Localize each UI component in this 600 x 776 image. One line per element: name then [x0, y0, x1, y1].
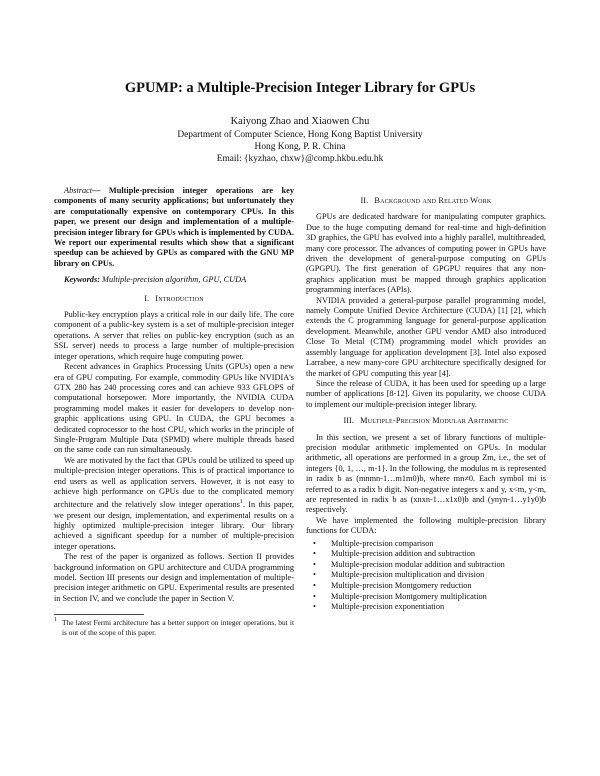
section-title: Introduction [155, 293, 204, 303]
right-column [306, 196, 546, 613]
paragraph-text: . In this paper, we present our design, implementation, and experimental results on a highly optimized multiple-precision integer library. Our library achieved a significant speedup for a number of multiple-precision integer operations. [54, 500, 294, 551]
list-item: • Multiple-precision comparison [331, 539, 546, 550]
section-title: Multiple-Precision Modular Arithmetic [360, 416, 509, 426]
section-heading-introduction [54, 294, 294, 304]
paragraph: Recent advances in Graphics Processing Units (GPUs) open a new era of GPU computing. For example, commodity GPUs like NVIDIA's GTX 280 has 240 processing cores and can achieve 933 GFLOPS of computational horsepower. More importantly, the NVIDIA CUDA programming model makes it easier for developers to develop non-graphic applications using GPU. In CUDA, the GPU becomes a dedicated coprocessor to the host CPU, which works in the principle of Single-Program Multiple Data (SPMD) where multiple threads based on the same code can run simultaneously. [54, 362, 294, 455]
keywords-text: Multiple-precision algorithm, GPU, CUDA [99, 275, 247, 285]
list-item: • Multiple-precision addition and subtraction [331, 549, 546, 560]
author-location: Hong Kong, P. R. China [254, 142, 346, 152]
paragraph: NVIDIA provided a general-purpose parallel programming model, namely Compute Unified Device Architecture (CUDA) [1] [2], which extends the C programming language for general-purpose application development. Meanwhile, another GPU vendor AMD also introduced Close To Metal (CTM) programming model which provides an assembly language for application development [3]. Intel also exposed Larrabee, a new many-core GPU architecture specifically designed for the market of GPU computing this year [4]. [306, 295, 546, 378]
abstract-text: Multiple-precision integer operations are key components of many security applications; but unfortunately they are computationally expensive on contemporary CPUs. In this paper, we present our design and implementation of a multiple-precision integer library for GPUs which is implemented by CUDA. We report our experimental results which show that a significant speedup can be achieved by GPUs as compared with the GNU MP library on CPUs. [54, 186, 294, 268]
footnote-mark: 1 [54, 617, 57, 624]
paragraph: GPUs are dedicated hardware for manipulating computer graphics. Due to the huge computing demand for real-time and high-definition 3D graphics, the GPU has evolved into a highly parallel, multithreaded, many core processor. The advances of computing power in GPUs have driven the development of general-purpose computing on GPUs (GPGPU). The first generation of GPGPU requires that any non-graphics application must be mapped through graphics application programming interfaces (APIs). [306, 212, 546, 295]
section-title: Background and Related Work [374, 196, 492, 205]
abstract [54, 186, 294, 269]
author-email: Email: {kyzhao, chxw}@comp.hkbu.edu.hk [216, 154, 384, 164]
abstract-dash: — [92, 186, 109, 195]
section-heading-modular-arithmetic [306, 416, 546, 426]
abstract-label: Abstract [64, 186, 93, 195]
paragraph-text: We are motivated by the fact that GPUs could be utilized to speed up multiple-precision integer operations. This is of practical importance to end users as well as application servers. However, it is not easy to achieve high performance on GPUs due to the complicated memory architecture and the relatively slow integer operations [54, 455, 294, 510]
paragraph: In this section, we present a set of library functions of multiple-precision modular arithmetic implemented on GPUs. In modular arithmetic, all operations are performed in a group Zm, i.e., the set of integers {0, 1, …, m-1}. In the following, the modulus m is represented in radix b as (mnmn-1…m1m0)b, where mn≠0. Each symbol mi is referred to as a radix b digit. Non-negative integers x and y, x<m, y<m, are represented in radix b as (xnxn-1…x1x0)b and (ynyn-1…y1y0)b respectively. [306, 432, 546, 515]
footnote [54, 618, 294, 637]
paragraph [54, 456, 294, 552]
section-number: I. [144, 293, 150, 303]
author-block [0, 116, 600, 165]
keywords-label: Keywords: [64, 275, 100, 285]
section-number: II. [360, 196, 369, 205]
paragraph: The rest of the paper is organized as follows. Section II provides background information on GPU architecture and CUDA programming model. Section III presents our design and implementation of multiple-precision integer arithmetic on GPU. Experimental results are presented in Section IV, and we conclude the paper in Section V. [54, 552, 294, 603]
left-column [54, 186, 294, 637]
author-names: Kaiyong Zhao and Xiaowen Chu [230, 116, 370, 127]
list-item: • Multiple-precision Montgomery reduction [331, 581, 546, 592]
function-list [306, 539, 546, 613]
section-heading-background [306, 196, 546, 206]
list-item: • Multiple-precision exponentiation [331, 602, 546, 613]
footnote-divider [54, 614, 144, 615]
list-item: • Multiple-precision Montgomery multiplication [331, 592, 546, 603]
paragraph: Since the release of CUDA, it has been used for speeding up a large number of applications [8-12]. Given its popularity, we choose CUDA to implement our multiple-precision integer library. [306, 378, 546, 409]
list-item: • Multiple-precision multiplication and division [331, 570, 546, 581]
footnote-ref: 1 [239, 499, 243, 506]
paragraph: Public-key encryption plays a critical role in our daily life. The core component of a public-key system is a set of multiple-precision integer operations. A server that relies on public-key encryption (such as an SSL server) needs to process a large number of multiple-precision integer operations, which require huge computing power. [54, 310, 294, 361]
author-department: Department of Computer Science, Hong Kong Baptist University [177, 130, 423, 140]
section-number: III. [343, 416, 354, 426]
paragraph: We have implemented the following multiple-precision library functions for CUDA: [306, 515, 546, 536]
footnote-text: The latest Fermi architecture has a better support on integer operations, but it is out of the scope of this paper. [62, 618, 294, 637]
paper-title: GPUMP: a Multiple-Precision Integer Library for GPUs [124, 80, 476, 96]
keywords [54, 275, 294, 285]
list-item: • Multiple-precision modular addition and subtraction [331, 560, 546, 571]
